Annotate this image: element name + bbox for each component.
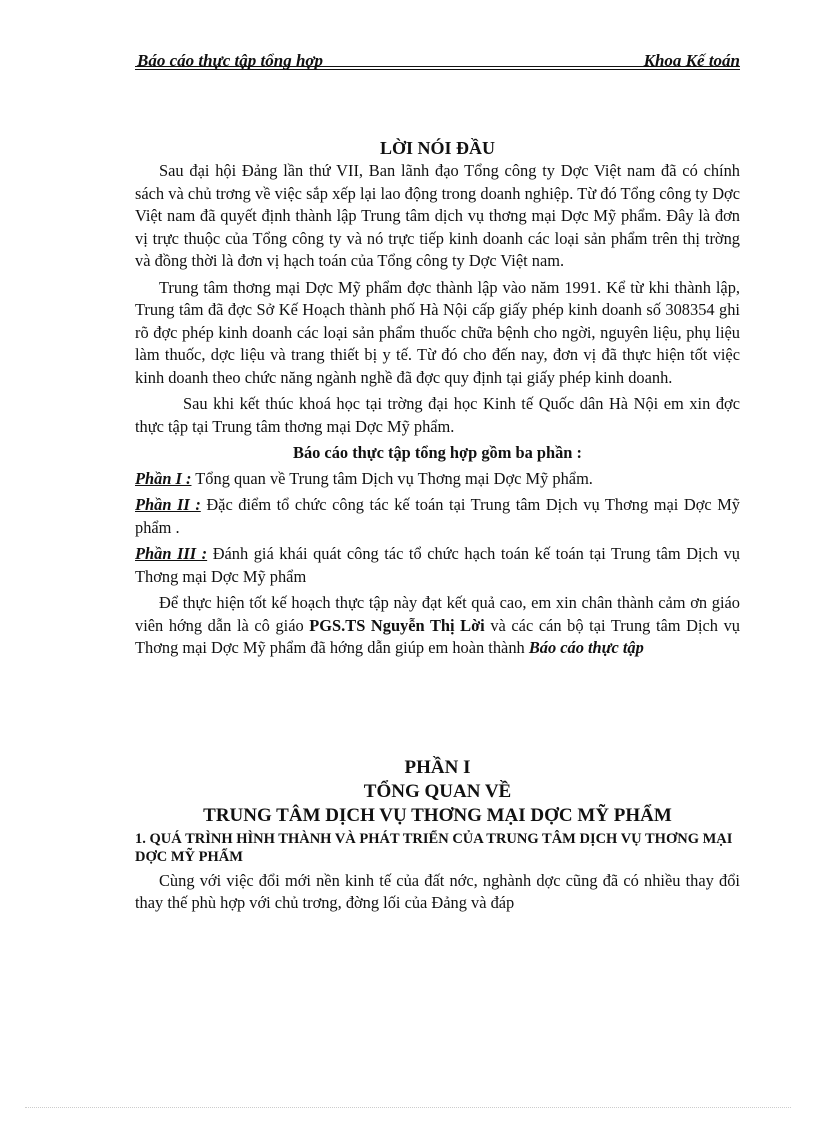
thanks-text-end: Báo cáo thực tập (528, 638, 644, 657)
report-part-3 (135, 543, 740, 588)
report-part-3-text: Đánh giá khái quát công tác tổ chức hạch toán kế toán tại Trung tâm Dịch vụ Thơng mại Dợc Mỹ phẩm (135, 544, 741, 586)
advisor-name: PGS.TS Nguyễn Thị Lời (309, 615, 485, 635)
intro-title: LỜI NÓI ĐẦU (379, 138, 495, 158)
thanks-text-b: và các cán bộ tại Trung tâm Dịch vụ Thơng mại Dợc Mỹ phẩm đã hớng dẫn giúp em hoàn thành (135, 615, 740, 657)
part-1-paragraph-1: Cùng với việc đổi mới nền kinh tế của đất nớc, nghành dợc cũng đã có nhiều thay đổi thay thế phù hợp với chủ trơng, đờng lối của Đảng và đáp (135, 870, 740, 912)
page-header (135, 50, 740, 70)
section-1-heading: 1. QUÁ TRÌNH HÌNH THÀNH VÀ PHÁT TRIỂN CỦA TRUNG TÂM DỊCH VỤ THƠNG MẠI DỢC MỸ PHẨM (135, 830, 733, 865)
report-part-1-label: Phần I : (135, 468, 192, 488)
report-structure-heading: Báo cáo thực tập tổng hợp gồm ba phần : (293, 443, 582, 462)
header-left-title: Báo cáo thực tập tổng hợp (137, 51, 324, 70)
report-part-3-label: Phần III : (135, 544, 208, 563)
header-right-title: Khoa Kế toán (643, 51, 740, 70)
part-1-subtitle-2: TRUNG TÂM DỊCH VỤ THƠNG MẠI DỢC MỸ PHẨM (203, 804, 672, 826)
report-part-1 (135, 468, 740, 491)
header-rule (135, 66, 740, 67)
report-part-1-text: Tổng quan về Trung tâm Dịch vụ Thơng mại Dợc Mỹ phẩm. (191, 468, 593, 488)
part-1-section (135, 756, 740, 915)
intro-paragraph-2: Trung tâm thơng mại Dợc Mỹ phẩm đợc thành lập vào năm 1991. Kể từ khi thành lập, Trung tâm đã đợc Sở Kế Hoạch thành phố Hà Nội cấp giấy phép kinh doanh số 308354 ghi rõ đợc phép kinh doanh các loại sản phẩm thuốc chữa bệnh cho ngời, nguyên liệu, phụ liệu làm thuốc, dợc liệu và trang thiết bị y tế. Từ đó cho đến nay, đơn vị đã thực hiện tốt việc kinh doanh theo chức năng ngành nghề đã đợc quy định tại giấy phép kinh doanh. (135, 277, 740, 387)
report-part-2 (135, 494, 740, 539)
part-1-title: PHẦN I (404, 756, 471, 778)
thanks-paragraph (135, 592, 740, 660)
thanks-text-a: Để thực hiện tốt kế hoạch thực tập này đạt kết quả cao, em xin chân thành cảm ơn giáo viên hớng dẫn là cô giáo (135, 593, 740, 635)
report-part-2-text: Đặc điểm tổ chức công tác kế toán tại Trung tâm Dịch vụ Thơng mại Dợc Mỹ phẩm . (135, 495, 740, 537)
document-body (135, 136, 740, 919)
report-part-2-label: Phần II : (135, 495, 201, 514)
header-rule-secondary (135, 69, 740, 70)
part-1-subtitle-1: TỔNG QUAN VỀ (363, 780, 512, 802)
intro-paragraph-1: Sau đại hội Đảng lần thứ VII, Ban lãnh đạo Tổng công ty Dợc Việt nam đã có chính sách và chủ trơng về việc sắp xếp lại lao động trong doanh nghiệp. Từ đó Tổng công ty Dợc Việt nam đã quyết định thành lập Trung tâm dịch vụ thơng mại Dợc Mỹ phẩm. Đây là đơn vị trực thuộc của Tổng công ty và nó trực tiếp kinh doanh các loại sản phẩm trên thị trờng và đồng thời là đơn vị hạch toán của Tổng công ty Dợc Việt nam. (135, 161, 740, 270)
intro-paragraph-3: Sau khi kết thúc khoá học tại trờng đại học Kinh tế Quốc dân Hà Nội em xin đợc thực tập tại Trung tâm thơng mại Dợc Mỹ phẩm. (135, 394, 740, 436)
page-bottom-border (25, 1107, 791, 1108)
